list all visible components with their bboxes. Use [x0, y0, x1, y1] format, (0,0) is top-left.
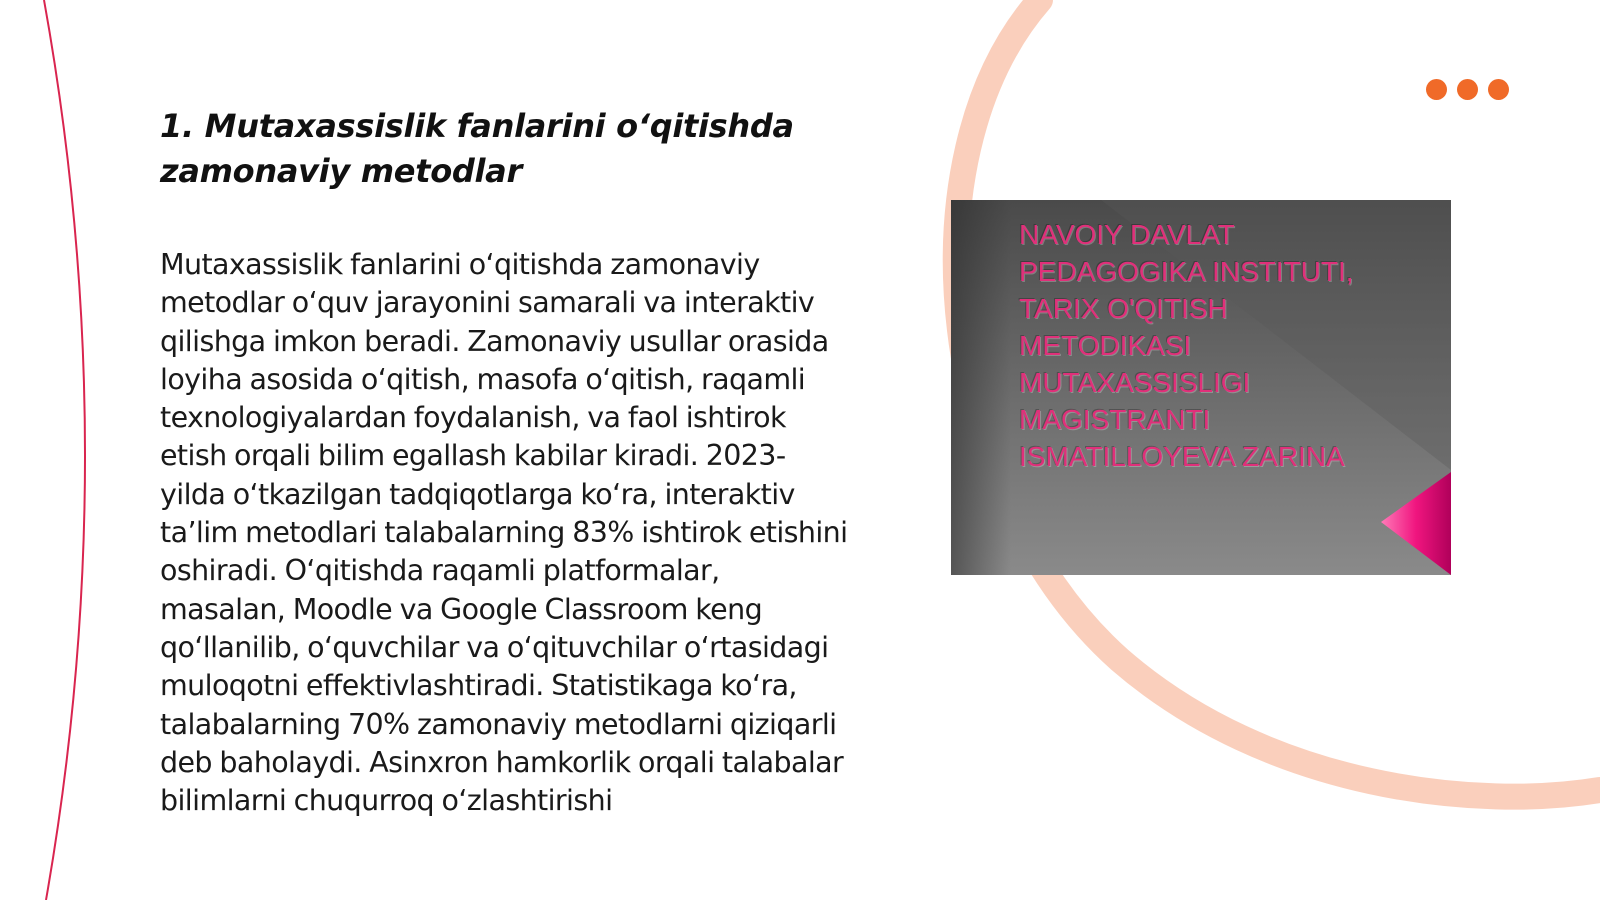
image-caption: NAVOIY DAVLAT PEDAGOGIKA INSTITUTI, TARIX O'QITISH METODIKASI MUTAXASSISLIGI MAGISTRANTI ISMATILLOYEVA ZARINA — [1019, 219, 1354, 472]
left-curve-line — [44, 0, 85, 900]
slide-title: 1. Mutaxassislik fanlarini o‘qitishda zamonaviy metodlar — [160, 107, 794, 190]
dot-2 — [1457, 79, 1478, 100]
slide-body-text: Mutaxassislik fanlarini o‘qitishda zamonaviy metodlar o‘quv jarayonini samarali va interaktiv qilishga imkon beradi. Zamonaviy usullar orasida loyiha asosida o‘qitish, masofa o‘qitish, raqamli texnologiyalardan foydalanish, va faol ishtirok etish orqali bilim egallash kabilar kiradi. 2023-yilda o‘tkazilgan tadqiqotlarga ko‘ra, interaktiv ta’lim metodlari talabalarning 83% ishtirok etishini oshiradi. O‘qitishda raqamli platformalar, masalan, Moodle va Google Classroom keng qo‘llanilib, o‘quvchilar va o‘qituvchilar o‘rtasidagi muloqotni effektivlashtiradi. Statistikaga ko‘ra, talabalarning 70% zamonaviy metodlarni qiziqarli deb baholaydi. Asinxron hamkorlik orqali talabalar bilimlarni chuqurroq o‘zlashtirishi — [160, 248, 848, 818]
more-dots-icon — [1426, 79, 1516, 101]
dot-1 — [1426, 79, 1447, 100]
dot-3 — [1488, 79, 1509, 100]
title-slide-image — [951, 200, 1451, 575]
